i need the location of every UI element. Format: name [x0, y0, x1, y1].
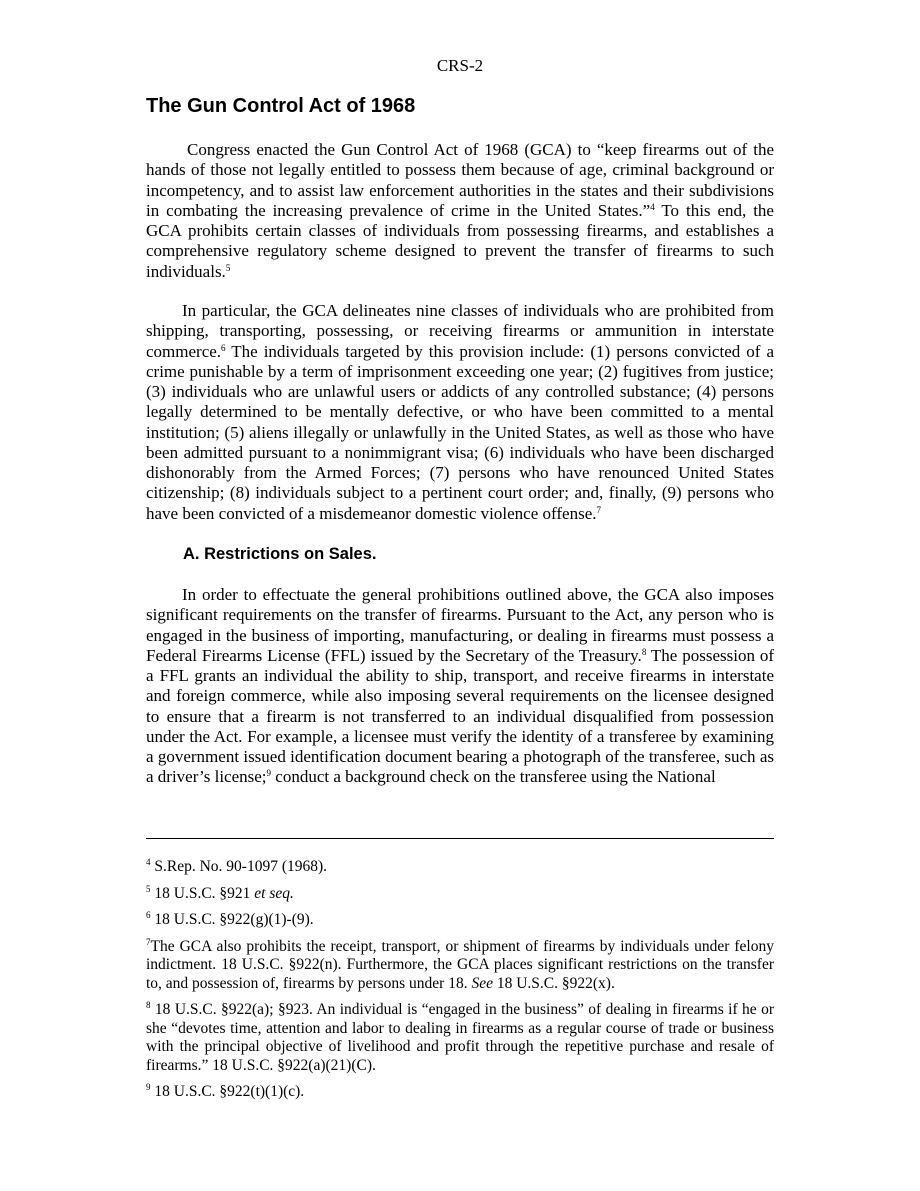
footnote-italic: et seq. [254, 884, 294, 902]
footnote [146, 1001, 774, 1075]
paragraph-text: In particular, the GCA delineates nine classes of individuals who are prohibited from shipping, transporting, possessing, or receiving firearms or ammunition in interstate commerce. [146, 301, 774, 361]
footnotes [146, 858, 774, 1110]
paragraph-text: Congress enacted the Gun Control Act of 1968 (GCA) to “keep firearms out of the hands of those not legally entitled to possess them because of age, criminal background or incompetency, and to assist law enforcement authorities in the states and their subdivisions in combating the increasing prevalence of crime in the United States.” [146, 140, 774, 220]
footnote-number: 6 [146, 910, 151, 920]
footnote-text: 18 U.S.C. §922(x). [492, 974, 615, 992]
footnote-number: 5 [146, 883, 151, 894]
footnote-number: 4 [146, 857, 151, 867]
footnote-ref[interactable]: 6 [221, 342, 226, 353]
paragraph-text: To this end, the GCA prohibits certain classes of individuals from possessing firearms, and establishes a comprehensive regulatory scheme designed to prevent the transfer of firearms to such individuals. [146, 200, 774, 281]
section-heading: A. Restrictions on Sales. [183, 545, 377, 563]
footnote-text: 18 U.S.C. §922(a); §923. An individual is “engaged in the business” of dealing in firearms if he or she “devotes time, attention and labor to dealing in firearms as a regular course of trade or business with the principal objective of livelihood and profit through the repetitive purchase and resale of firearms.” 18 U.S.C. §922(a)(21)(C). [146, 1001, 775, 1074]
footnote-text: The GCA also prohibits the receipt, transport, or shipment of firearms by individuals under felony indictment. 18 U.S.C. §922(n). Furthermore, the GCA places significant restrictions on the transfer to, and possession of, firearms by persons under 18. [146, 937, 774, 992]
footnote [146, 938, 774, 994]
footnote-text: S.Rep. No. 90-1097 (1968). [154, 858, 328, 875]
footnote [146, 1083, 774, 1102]
paragraph-text: The individuals targeted by this provision include: (1) persons convicted of a crime punishable by a term of imprisonment exceeding one year; (2) fugitives from justice; (3) individuals who are unlawful users or addicts of any controlled substance; (4) persons legally determined to be mentally defective, or who have been committed to a mental institution; (5) aliens illegally or unlawfully in the United States, as well as those who have been admitted pursuant to a nonimmigrant visa; (6) individuals who have been discharged dishonorably from the Armed Forces; (7) persons who have renounced United States citizenship; (8) individuals subject to a pertinent court order; and, finally, (9) persons who have been convicted of a misdemeanor domestic violence offense. [146, 341, 774, 523]
footnote-ref[interactable]: 5 [225, 262, 231, 273]
footnote-italic: See [471, 974, 493, 992]
paragraph-text: The possession of a FFL grants an individual the ability to ship, transport, and receive firearms in interstate and foreign commerce, while also imposing several requirements on the licensee designed to ensure that a firearm is not transferred to an individual disqualified from possession under the Act. For example, a licensee must verify the identity of a transferee by examining a government issued identification document bearing a photograph of the transferee, such as a driver’s license; [146, 645, 774, 787]
footnote-number: 9 [146, 1082, 151, 1092]
paragraph-text: In order to effectuate the general prohibitions outlined above, the GCA also imposes significant requirements on the transfer of firearms. Pursuant to the Act, any person who is engaged in the business of importing, manufacturing, or dealing in firearms must possess a Federal Firearms License (FFL) issued by the Secretary of the Treasury. [146, 585, 774, 665]
paragraph-intro [146, 140, 774, 282]
footnote [146, 858, 774, 877]
footnote-text: 18 U.S.C. §922(t)(1)(c). [154, 1083, 305, 1100]
footnote-ref[interactable]: 4 [650, 201, 655, 212]
footnote-ref[interactable]: 9 [266, 768, 272, 779]
footnote-text: 18 U.S.C. §921 [154, 884, 255, 902]
footnote [146, 911, 774, 930]
paragraph-prohibited-classes [146, 301, 774, 524]
page-title: The Gun Control Act of 1968 [146, 95, 416, 117]
footnote-ref[interactable]: 8 [641, 646, 647, 657]
footnote [146, 885, 774, 904]
page-number: CRS-2 [436, 56, 484, 75]
footnote-divider [146, 838, 774, 839]
footnote-number: 8 [146, 1000, 151, 1010]
footnote-number: 7 [146, 936, 151, 947]
footnote-text: 18 U.S.C. §922(g)(1)-(9). [154, 911, 314, 928]
paragraph-text: conduct a background check on the transferee using the National [271, 767, 716, 787]
paragraph-restrictions [146, 585, 774, 788]
footnote-ref[interactable]: 7 [596, 504, 601, 515]
